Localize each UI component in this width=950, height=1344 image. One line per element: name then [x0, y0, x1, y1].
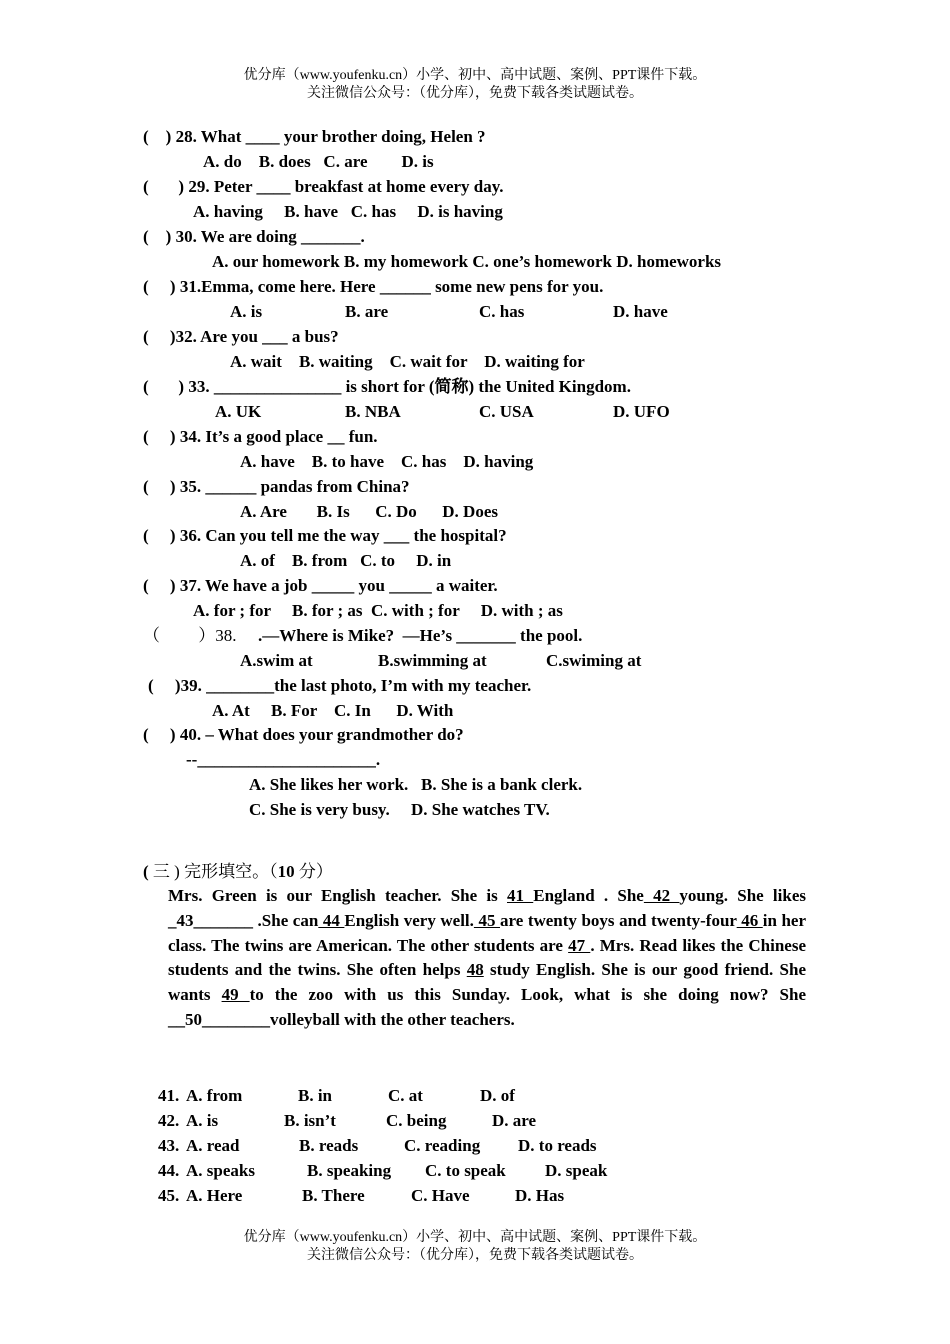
section-3-heading: [143, 861, 333, 883]
cloze-blank-45: 45: [473, 910, 500, 930]
cloze-option-d: D. to reads: [518, 1136, 597, 1155]
section-3-paren: (: [143, 862, 149, 881]
question-33-option-c: C. USA: [479, 402, 534, 421]
question-37-stem: ( ) 37. We have a job _____ you _____ a waiter.: [143, 576, 498, 595]
cloze-option-b: B. There: [302, 1186, 365, 1205]
question-38-option-b: B.swimming at: [378, 651, 487, 670]
question-35-stem: ( ) 35. ______ pandas from China?: [143, 477, 410, 496]
question-30-options: A. our homework B. my homework C. one’s homework D. homeworks: [212, 252, 722, 271]
section-3-title: 三 ) 完形填空。（: [148, 862, 278, 881]
cloze-option-c: C. to speak: [425, 1161, 506, 1180]
cloze-text: are twenty boys and twenty-four: [500, 910, 737, 930]
question-28-options: A. do B. does C. are D. is: [203, 152, 434, 171]
cloze-option-num: 41.: [158, 1086, 180, 1105]
question-30-stem: ( ) 30. We are doing _______.: [143, 227, 365, 246]
question-33-option-a: A. UK: [215, 402, 262, 421]
cloze-text: to the zoo with us this Sunday. Look, what is she doing now? She __50________volleyball with the other teachers.: [168, 985, 806, 1029]
cloze-option-num: 44.: [158, 1161, 180, 1180]
cloze-passage: [168, 884, 806, 1033]
page-footer-line2: 关注微信公众号：（优分库），免费下载各类试题试卷。: [307, 1248, 643, 1263]
cloze-option-b: B. in: [298, 1086, 333, 1105]
cloze-option-num: 45.: [158, 1186, 180, 1205]
question-40-blank: --_____________________.: [186, 750, 381, 769]
question-33-stem: ( ) 33. _______________ is short for (简称) the United Kingdom.: [143, 377, 631, 396]
cloze-text: English very well.: [344, 910, 474, 930]
cloze-option-a: A. read: [186, 1136, 240, 1155]
cloze-option-c: C. Have: [411, 1186, 470, 1205]
cloze-blank-42: 42: [643, 886, 680, 905]
question-33-option-b: B. NBA: [345, 402, 401, 421]
cloze-blank-49: 49: [221, 985, 250, 1005]
question-31-stem: ( ) 31.Emma, come here. Here ______ some new pens for you.: [143, 277, 604, 296]
cloze-text: in her class. The twins are American. The other students are: [168, 910, 807, 955]
cloze-option-c: C. being: [386, 1111, 447, 1130]
question-32-stem: ( )32. Are you ___ a bus?: [143, 327, 339, 346]
question-34-options: A. have B. to have C. has D. having: [240, 452, 534, 471]
question-40-options-2: C. She is very busy. D. She watches TV.: [249, 800, 550, 819]
cloze-text: Mrs. Green is our English teacher. She is: [168, 886, 507, 905]
question-28-stem: ( ) 28. What ____ your brother doing, Helen ?: [143, 127, 486, 146]
question-40-options-1: A. She likes her work. B. She is a bank clerk.: [249, 775, 583, 794]
cloze-text: England . She: [533, 886, 644, 905]
question-31-option-b: B. are: [345, 302, 389, 321]
page-header-line1: 优分库（www.youfenku.cn）小学、初中、高中试题、案例、PPT课件下载。: [243, 68, 707, 83]
cloze-text: study English. She is our good friend. She wants: [168, 960, 806, 1005]
cloze-option-c: C. at: [388, 1086, 423, 1105]
cloze-option-b: B. speaking: [307, 1161, 392, 1180]
question-39-options: A. At B. For C. In D. With: [212, 701, 454, 720]
cloze-option-d: D. of: [480, 1086, 515, 1105]
question-31-option-a: A. is: [230, 302, 263, 321]
page-footer-line1: 优分库（www.youfenku.cn）小学、初中、高中试题、案例、PPT课件下载。: [243, 1230, 707, 1245]
section-3-score: 10: [277, 862, 295, 881]
cloze-text: young. She likes _43_______ .She can: [168, 886, 806, 930]
question-36-stem: ( ) 36. Can you tell me the way ___ the hospital?: [143, 526, 507, 545]
cloze-option-d: D. Has: [515, 1186, 565, 1205]
question-32-options: A. wait B. waiting C. wait for D. waiting for: [230, 352, 585, 371]
cloze-blank-47: 47: [568, 935, 591, 955]
cloze-option-c: C. reading: [404, 1136, 481, 1155]
question-38-stem: .—Where is Mike? —He’s _______ the pool.: [258, 626, 583, 645]
page-header-line2: 关注微信公众号：（优分库），免费下载各类试题试卷。: [307, 86, 643, 101]
question-35-options: A. Are B. Is C. Do D. Does: [240, 502, 498, 521]
cloze-option-a: A. Here: [186, 1186, 243, 1205]
cloze-option-a: A. is: [186, 1111, 219, 1130]
question-31-option-c: C. has: [479, 302, 525, 321]
cloze-option-a: A. speaks: [186, 1161, 255, 1180]
cloze-option-a: A. from: [186, 1086, 243, 1105]
cloze-blank-41: 41: [507, 886, 534, 905]
question-37-options: A. for ; for B. for ; as C. with ; for D. with ; as: [193, 601, 563, 620]
question-34-stem: ( ) 34. It’s a good place __ fun.: [143, 427, 378, 446]
question-31-option-d: D. have: [613, 302, 668, 321]
question-38-paren: （ ）38.: [143, 626, 237, 645]
question-39-stem: ( )39. ________the last photo, I’m with my teacher.: [148, 676, 532, 695]
cloze-option-b: B. reads: [299, 1136, 359, 1155]
cloze-option-d: D. speak: [545, 1161, 608, 1180]
cloze-blank-44: 44: [318, 910, 345, 930]
cloze-text: . Mrs. Read likes the Chinese students and the twins. She often helps: [168, 935, 807, 980]
question-38-option-a: A.swim at: [240, 651, 313, 670]
cloze-option-num: 42.: [158, 1111, 180, 1130]
question-40-stem: ( ) 40. – What does your grandmother do?: [143, 725, 464, 744]
cloze-blank-48: 48: [466, 960, 484, 980]
question-33-option-d: D. UFO: [613, 402, 670, 421]
question-29-stem: ( ) 29. Peter ____ breakfast at home every day.: [143, 177, 504, 196]
cloze-blank-46: 46: [736, 910, 763, 930]
cloze-option-d: D. are: [492, 1111, 537, 1130]
question-38-option-c: C.swiming at: [546, 651, 642, 670]
cloze-option-b: B. isn’t: [284, 1111, 336, 1130]
section-3-title-end: 分）: [294, 862, 333, 881]
question-36-options: A. of B. from C. to D. in: [240, 551, 452, 570]
question-29-options: A. having B. have C. has D. is having: [193, 202, 503, 221]
cloze-option-num: 43.: [158, 1136, 180, 1155]
